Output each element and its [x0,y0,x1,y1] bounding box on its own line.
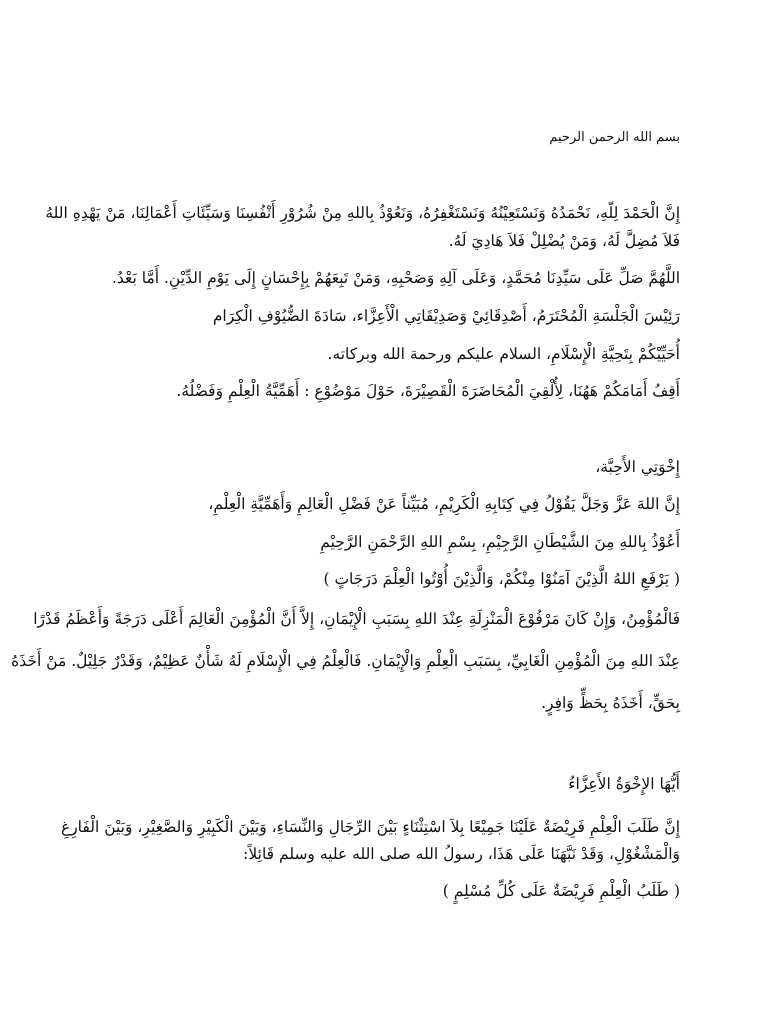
section1-line-2: أَعُوْذُ بِاللهِ مِنَ الشَّيْطَانِ الرَّجِيْمِ، بِسْمِ اللهِ الرَّحْمَنِ الرَّحِيْمِ [320,533,680,551]
section1-line-4: فَالْمُؤْمِنُ، وَإِنْ كَانَ مَرْفُوْعَ الْمَنْزِلَةِ عِنْدَ اللهِ بِسَبَبِ الْإِيْمَانِ، إِلاَّ أَنَّ الْمُؤْمِنَ الْعَالِمَ أَعْلَى دَرَجَةً وَأَعْظَمُ قَدْرًا [33,610,680,628]
opening-line-4: رَئِيْسَ الْجَلْسَةِ الْمُحْتَرَمُ، أَصْدِقَائِيْ وَصَدِيْقَاتِي الْأَعِزَّاء، سَادَةَ الضُّيُوْفِ الْكِرَام [212,307,680,325]
section1-quran-verse: ( يَرْفَعِ اللهُ الَّذِيْنَ آمَنُوْا مِنْكُمْ، وَالَّذِيْنَ أُوْتُوا الْعِلْمَ دَرَجَاتٍ ) [323,570,680,588]
section1-line-5: عِنْدَ اللهِ مِنَ الْمُؤْمِنِ الْغَابِيِّ، بِسَبَبِ الْعِلْمِ وَالْإِيْمَانِ. فَالْعِلْمُ فِي الْإِسْلَامِ لَهُ شَأْنٌ عَظِيْمٌ، وَقَدْرٌ جَلِيْلٌ. مَنْ أَخَذَهُ [11,652,680,670]
section2-line-2: وَالْمَشْغُوْلِ، وَقَدْ نَبَّهَنَا عَلَى هَذَا، رسولُ الله صلى الله عليه وسلم قَائِلاً: [243,845,680,863]
section2-hadith: ( طَلَبُ الْعِلْمِ فَرِيْضَةٌ عَلَى كُلِّ مُسْلِمٍ ) [442,882,680,900]
opening-line-1: إِنَّ الْحَمْدَ لِلّهِ، نَحْمَدُهُ وَنَسْتَعِيْنُهُ وَنَسْتَغْفِرُهُ، وَنَعُوْذُ بِاللهِ مِنْ شُرُوْرِ أَنْفُسِنَا وَسَيِّئَاتِ أَعْمَالِنَا، مَنْ يَهْدِهِ اللهُ [45,204,680,222]
opening-line-3: اللَّهُمَّ صَلِّ عَلَى سَيِّدِنَا مُحَمَّدٍ، وَعَلَى آلِهِ وَصَحْبِهِ، وَمَنْ تَبِعَهُمْ بِإِحْسَانٍ إِلَى يَوْمِ الدِّيْنِ. أَمَّا بَعْدُ. [111,269,680,287]
basmala-header: بسم الله الرحمن الرحيم [549,130,680,145]
section1-line-1: إِنَّ اللهَ عَزَّ وَجَلَّ يَقُوْلُ فِي كِتَابِهِ الْكَرِيْمِ، مُبَيِّناً عَنْ فَضْلِ الْعَالِمِ وَأَهَمِّيَّةِ الْعِلْمِ، [208,495,680,513]
section2-heading: أَيُّهَا الإِخْوَةُ الأَعِزَّاءُ [568,775,680,793]
section1-line-6: بِحَقٍّ، أَخَذَهُ بِحَظٍّ وَافِرٍ. [541,694,680,712]
opening-line-6: أَقِفُ أَمَامَكُمْ هَهُنَا، لِأُلْقِيَ الْمُحَاضَرَةَ الْقَصِيْرَةَ، حَوْلَ مَوْضُوْعِ : أَهَمِّيَّةُ الْعِلْمِ وَفَضْلُهُ. [176,382,680,400]
section2-line-1: إِنَّ طَلَبَ الْعِلْمِ فَرِيْضَةٌ عَلَيْنَا جَمِيْعًا بِلاَ اسْتِثْنَاءٍ بَيْنَ الرِّجَالِ وَالنِّسَاءِ، وَبَيْنَ الْكَبِيْرِ وَالصَّغِيْرِ، وَبَيْنَ الْفَارِغِ [60,818,680,836]
section1-heading: إِخْوَتِي الأَحِبَّة، [595,458,680,476]
opening-line-2: فَلاَ مُضِلَّ لَهُ، وَمَنْ يُضْلِلْ فَلاَ هَادِيَ لَهُ. [448,232,680,250]
opening-line-5: أُحَيِّيْكُمْ بِتَحِيَّةِ الْإِسْلَامِ، السلام عليكم ورحمة الله وبركاته. [327,345,680,363]
